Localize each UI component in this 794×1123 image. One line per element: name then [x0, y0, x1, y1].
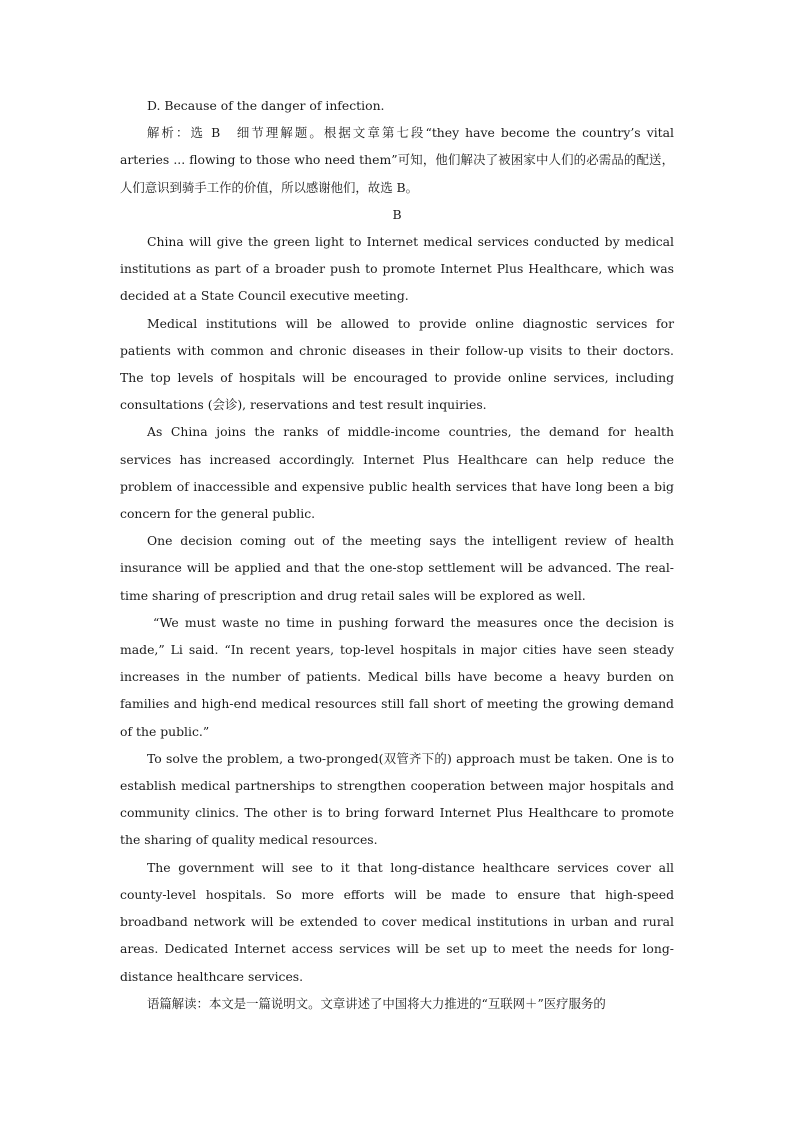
document-page [120, 92, 674, 1017]
passage-paragraph-4: One decision coming out of the meeting says the intelligent review of health insurance will be applied and that the one-stop settlement will be advanced. The real-time sharing of prescription and drug retail sales will be explored as well. [120, 533, 674, 603]
answer-option-d: D. Because of the danger of infection. [147, 98, 385, 113]
section-heading: B [392, 206, 402, 222]
passage-paragraph-5: “We must waste no time in pushing forward the measures once the decision is made,” Li said. “In recent years, top-level hospitals in major cities have seen steady increases in the number of patients. Medical bills have become a heavy burden on families and high-end medical resources still fall short of meeting the growing demand of the public.” [120, 614, 674, 739]
passage-reading-note: 语篇解读：本文是一篇说明文。文章讲述了中国将大力推进的“互联网＋”医疗服务的 [147, 995, 606, 1011]
passage-paragraph-2: Medical institutions will be allowed to provide online diagnostic services for patients with common and chronic diseases in their follow-up visits to their doctors. The top levels of hospitals will be encouraged to provide online services, including consultations (会诊), reservations and test result inquiries. [120, 315, 674, 413]
passage-paragraph-7: The government will see to it that long-distance healthcare services cover all county-level hospitals. So more efforts will be made to ensure that high-speed broadband network will be extended to cover medical institutions in urban and rural areas. Dedicated Internet access services will be set up to meet the needs for long-distance healthcare services. [120, 859, 674, 984]
passage-paragraph-3: As China joins the ranks of middle-income countries, the demand for health services has increased accordingly. Internet Plus Healthcare can help reduce the problem of inaccessible and expensive public health services that have long been a big concern for the general public. [120, 424, 674, 522]
answer-analysis: 解析：选 B 细节理解题。根据文章第七段“they have become the country’s vital arteries ... flowing to those who need them”可知，他们解决了被困家中人们的必需品的配送，人们意识到骑手工作的价值，所以感谢他们，故选 B。 [120, 125, 674, 195]
passage-paragraph-1: China will give the green light to Internet medical services conducted by medical institutions as part of a broader push to promote Internet Plus Healthcare, which was decided at a State Council executive meeting. [120, 234, 674, 304]
passage-paragraph-6: To solve the problem, a two-pronged(双管齐下的) approach must be taken. One is to establish medical partnerships to strengthen cooperation between major hospitals and community clinics. The other is to bring forward Internet Plus Healthcare to promote the sharing of quality medical resources. [120, 750, 674, 848]
